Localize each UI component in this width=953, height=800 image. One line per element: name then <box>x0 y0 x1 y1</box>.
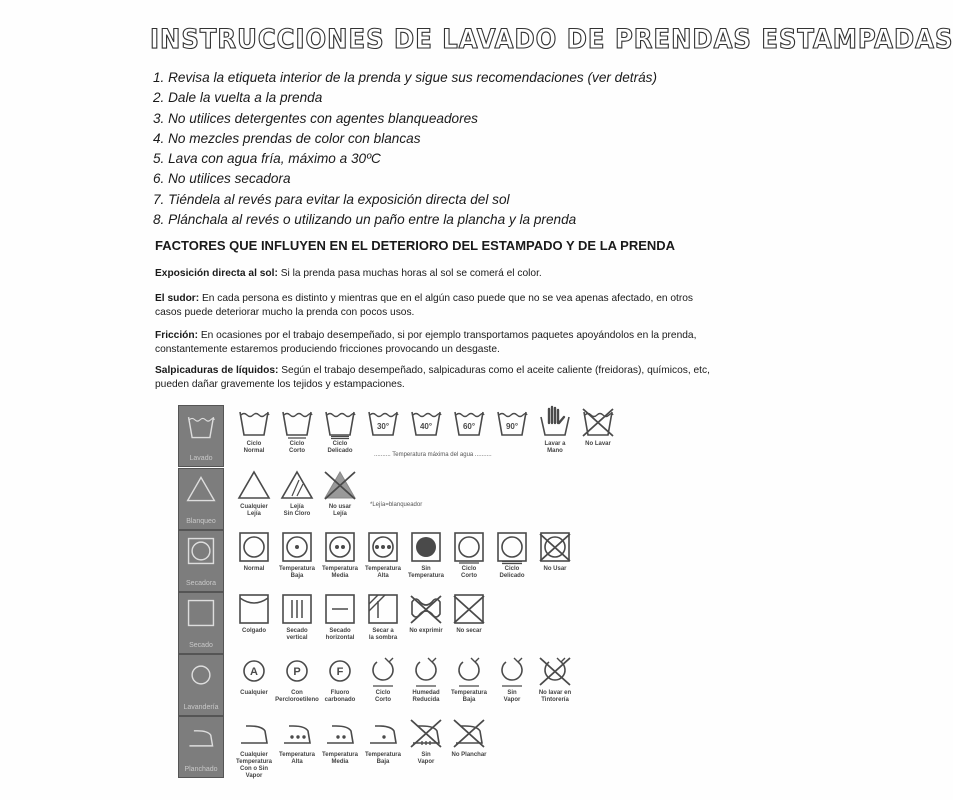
dryer-symbol-2 <box>318 530 362 580</box>
dryer-symbol-2-icon <box>318 530 362 564</box>
drying-symbol-0 <box>232 592 276 635</box>
symbol-label: Temperatura Baja <box>451 690 487 703</box>
symbol-label: Temperatura Alta <box>279 752 315 765</box>
dryer-symbol-5-icon <box>447 530 491 564</box>
wash-delicate <box>318 405 362 455</box>
wash-hand <box>533 405 577 455</box>
dryer-symbol-3-icon <box>361 530 405 564</box>
dryclean-no-steam <box>490 654 534 704</box>
dryclean-no-steam-icon <box>490 654 534 688</box>
dryclean-low-humidity-icon <box>404 654 448 688</box>
dryer-symbol-4 <box>404 530 448 580</box>
drying-symbol-4-icon <box>404 592 448 626</box>
drying-symbol-2 <box>318 592 362 642</box>
dryclean-f <box>318 654 362 704</box>
instructions-list <box>153 68 657 230</box>
symbol-label: No usar Lejía <box>328 504 352 517</box>
dryer-symbol-0 <box>232 530 276 573</box>
category-label: Planchado <box>184 766 218 773</box>
drying-symbol-0-icon <box>232 592 276 626</box>
category-label: Blanqueo <box>186 518 216 525</box>
symbol-label: Sin Vapor <box>417 752 435 765</box>
wash-temp-1 <box>404 405 448 439</box>
factor-sun <box>155 267 715 281</box>
symbol-label: Fluoro carbonado <box>324 690 356 703</box>
symbol-label: Colgado <box>242 628 266 634</box>
symbol-label: No Usar <box>543 566 567 572</box>
instruction-item: 1. Revisa la etiqueta interior de la prenda y sigue sus recomendaciones (ver detrás) <box>153 70 657 85</box>
instruction-item: 6. No utilices secadora <box>153 171 291 187</box>
factor-label: Fricción: <box>155 330 199 341</box>
symbol-label: Temperatura Alta <box>365 566 401 579</box>
bleach-any <box>232 468 276 518</box>
wash-short-icon <box>275 405 319 439</box>
drying-category-tile <box>178 592 224 654</box>
wash-temp-0 <box>361 405 405 439</box>
symbol-label: Lavar a Mano <box>544 441 566 454</box>
symbol-label: Ciclo Corto <box>375 690 391 703</box>
factor-friction <box>155 329 715 356</box>
dryclean-short-icon <box>361 654 405 688</box>
dryclean-f-icon <box>318 654 362 688</box>
wash-short <box>275 405 319 455</box>
factor-label: Salpicaduras de líquidos: <box>155 365 279 376</box>
instruction-item: 2. Dale la vuelta a la prenda <box>153 90 323 106</box>
dryclean-no-icon <box>533 654 577 688</box>
dryclean-p-icon <box>275 654 319 688</box>
dryclean-row <box>178 654 638 716</box>
factor-label: El sudor: <box>155 293 200 304</box>
symbol-label: No lavar en Tintorería <box>538 690 572 703</box>
drying-symbol-1-icon <box>275 592 319 626</box>
bleach-row <box>178 468 638 530</box>
drying-symbol-4 <box>404 592 448 635</box>
wash-normal <box>232 405 276 455</box>
dryer-symbol-6-icon <box>490 530 534 564</box>
iron-symbol-5 <box>447 716 491 759</box>
dryer-symbol-3 <box>361 530 405 580</box>
iron-symbol-3-icon <box>361 716 405 750</box>
svg-text:60°: 60° <box>462 422 476 431</box>
drying-symbol-3-icon <box>361 592 405 626</box>
symbol-label: No secar <box>456 628 482 634</box>
symbol-label: No exprimir <box>409 628 443 634</box>
wash-temp-2-icon <box>447 405 491 439</box>
dryclean-low-humidity <box>404 654 448 704</box>
factor-label: Exposición directa al sol: <box>155 268 278 279</box>
drying-symbol-2-icon <box>318 592 362 626</box>
drying-symbol-3 <box>361 592 405 642</box>
instruction-item: 7. Tiéndela al revés para evitar la exposición directa del sol <box>153 191 510 207</box>
factors-heading: FACTORES QUE INFLUYEN EN EL DETERIORO DEL ESTAMPADO Y DE LA PRENDA <box>155 238 676 253</box>
dryclean-short <box>361 654 405 704</box>
bleach-no <box>318 468 362 518</box>
drying-symbol-1 <box>275 592 319 642</box>
dryer-symbol-1 <box>275 530 319 580</box>
dryclean-a <box>232 654 276 697</box>
bleach-any-icon <box>232 468 276 502</box>
symbol-label: Temperatura Media <box>322 752 358 765</box>
symbol-label: Cualquier <box>240 690 268 696</box>
dryclean-low-temp <box>447 654 491 704</box>
dryclean-no <box>533 654 577 704</box>
dryer-row <box>178 530 638 592</box>
symbol-label: No Planchar <box>451 752 487 758</box>
iron-symbol-4-icon <box>404 716 448 750</box>
drying-symbol-5 <box>447 592 491 635</box>
symbol-label: Con Percloroetileno <box>275 690 319 703</box>
dryer-symbol-7 <box>533 530 577 573</box>
category-label: Lavandería <box>183 704 219 711</box>
symbol-label: Secado horizontal <box>325 628 355 641</box>
iron-symbol-2-icon <box>318 716 362 750</box>
instruction-item: 8. Plánchala al revés o utilizando un paño entre la plancha y la prenda <box>153 212 577 228</box>
bleach-no-icon <box>318 468 362 502</box>
svg-text:90°: 90° <box>505 422 519 431</box>
symbol-label: Ciclo Corto <box>289 441 305 454</box>
dryer-symbol-5 <box>447 530 491 580</box>
iron-symbol-1-icon <box>275 716 319 750</box>
symbol-label: Ciclo Delicado <box>327 441 353 454</box>
symbol-label: Cualquier Lejía <box>240 504 268 517</box>
svg-text:P: P <box>293 666 301 678</box>
symbol-label: Cualquier Temperatura Con o Sin Vapor <box>236 752 272 779</box>
dryer-symbol-4-icon <box>404 530 448 564</box>
wash-temp-2 <box>447 405 491 439</box>
symbol-label: No Lavar <box>585 441 611 447</box>
category-label: Secado <box>189 642 213 649</box>
iron-symbol-0 <box>232 716 276 780</box>
iron-symbol-1 <box>275 716 319 766</box>
iron-symbol-0-icon <box>232 716 276 750</box>
symbol-label: Temperatura Media <box>322 566 358 579</box>
symbol-label: Temperatura Baja <box>365 752 401 765</box>
wash-temp-3-icon <box>490 405 534 439</box>
dryer-symbol-1-icon <box>275 530 319 564</box>
bleach-non-chlorine-icon <box>275 468 319 502</box>
dryclean-low-temp-icon <box>447 654 491 688</box>
symbol-label: Sin Temperatura <box>408 566 444 579</box>
dryer-symbol-0-icon <box>232 530 276 564</box>
wash-no-icon <box>576 405 620 439</box>
svg-text:30°: 30° <box>376 422 390 431</box>
wash-category-tile <box>178 405 224 467</box>
dryer-category-tile <box>178 530 224 592</box>
category-label: Lavado <box>189 455 213 462</box>
iron-symbol-2 <box>318 716 362 766</box>
factor-text: En cada persona es distinto y mientras que en el algún caso puede que no se vea apenas afectado, en otros casos puede deteriorar mucho la prenda con pocos usos. <box>155 293 694 318</box>
drying-row <box>178 592 638 654</box>
wash-delicate-icon <box>318 405 362 439</box>
drying-symbol-5-icon <box>447 592 491 626</box>
symbol-label: Lejía Sin Cloro <box>283 504 311 517</box>
svg-text:A: A <box>250 666 258 678</box>
dryer-symbol-6 <box>490 530 534 580</box>
wash-hand-icon <box>533 405 577 439</box>
dryclean-category-tile <box>178 654 224 716</box>
symbol-label: Ciclo Delicado <box>499 566 525 579</box>
page-title: INSTRUCCIONES DE LAVADO DE PRENDAS ESTAMPADAS <box>150 24 953 55</box>
svg-text:40°: 40° <box>419 422 433 431</box>
symbol-label: Ciclo Normal <box>243 441 265 454</box>
bleach-non-chlorine <box>275 468 319 518</box>
instruction-item: 3. No utilices detergentes con agentes blanqueadores <box>153 110 478 126</box>
symbol-label: Secado vertical <box>286 628 308 641</box>
temperature-note: .......... Temperatura máxima del agua .......... <box>374 452 492 458</box>
wash-temp-0-icon <box>361 405 405 439</box>
iron-symbol-3 <box>361 716 405 766</box>
wash-row <box>178 405 638 467</box>
instruction-item: 5. Lava con agua fría, máximo a 30ºC <box>153 151 381 167</box>
factor-liquids <box>155 364 715 391</box>
wash-no <box>576 405 620 448</box>
factor-text: Si la prenda pasa muchas horas al sol se comerá el color. <box>277 268 542 279</box>
symbol-label: Sin Vapor <box>503 690 521 703</box>
svg-text:F: F <box>336 666 344 678</box>
factor-text: Según el trabajo desempeñado, salpicaduras como el aceite caliente (freidoras), químicos, etc, pueden dañar gravemente los tejidos y estampaciones. <box>155 365 710 390</box>
category-label: Secadora <box>186 580 216 587</box>
iron-category-tile <box>178 716 224 778</box>
symbol-label: Temperatura Baja <box>279 566 315 579</box>
dryer-symbol-7-icon <box>533 530 577 564</box>
symbol-label: Ciclo Corto <box>461 566 477 579</box>
bleach-category-tile <box>178 468 224 530</box>
wash-temp-3 <box>490 405 534 439</box>
symbol-label: Secar a la sombra <box>368 628 398 641</box>
iron-symbol-5-icon <box>447 716 491 750</box>
wash-normal-icon <box>232 405 276 439</box>
instruction-item: 4. No mezcles prendas de color con blancas <box>153 130 421 146</box>
iron-row <box>178 716 638 778</box>
factor-text: En ocasiones por el trabajo desempeñado, si por ejemplo transportamos paquetes apoyándolos en la prenda, constantemente estaremos produciendo fricciones provocando un desgaste. <box>155 330 697 355</box>
iron-symbol-4 <box>404 716 448 766</box>
factor-sweat <box>155 292 715 319</box>
bleach-note: *Lejía=blanqueador <box>370 502 423 508</box>
dryclean-a-icon <box>232 654 276 688</box>
symbol-label: Humedad Reducida <box>412 690 440 703</box>
wash-temp-1-icon <box>404 405 448 439</box>
dryclean-p <box>275 654 319 704</box>
symbol-label: Normal <box>243 566 265 572</box>
